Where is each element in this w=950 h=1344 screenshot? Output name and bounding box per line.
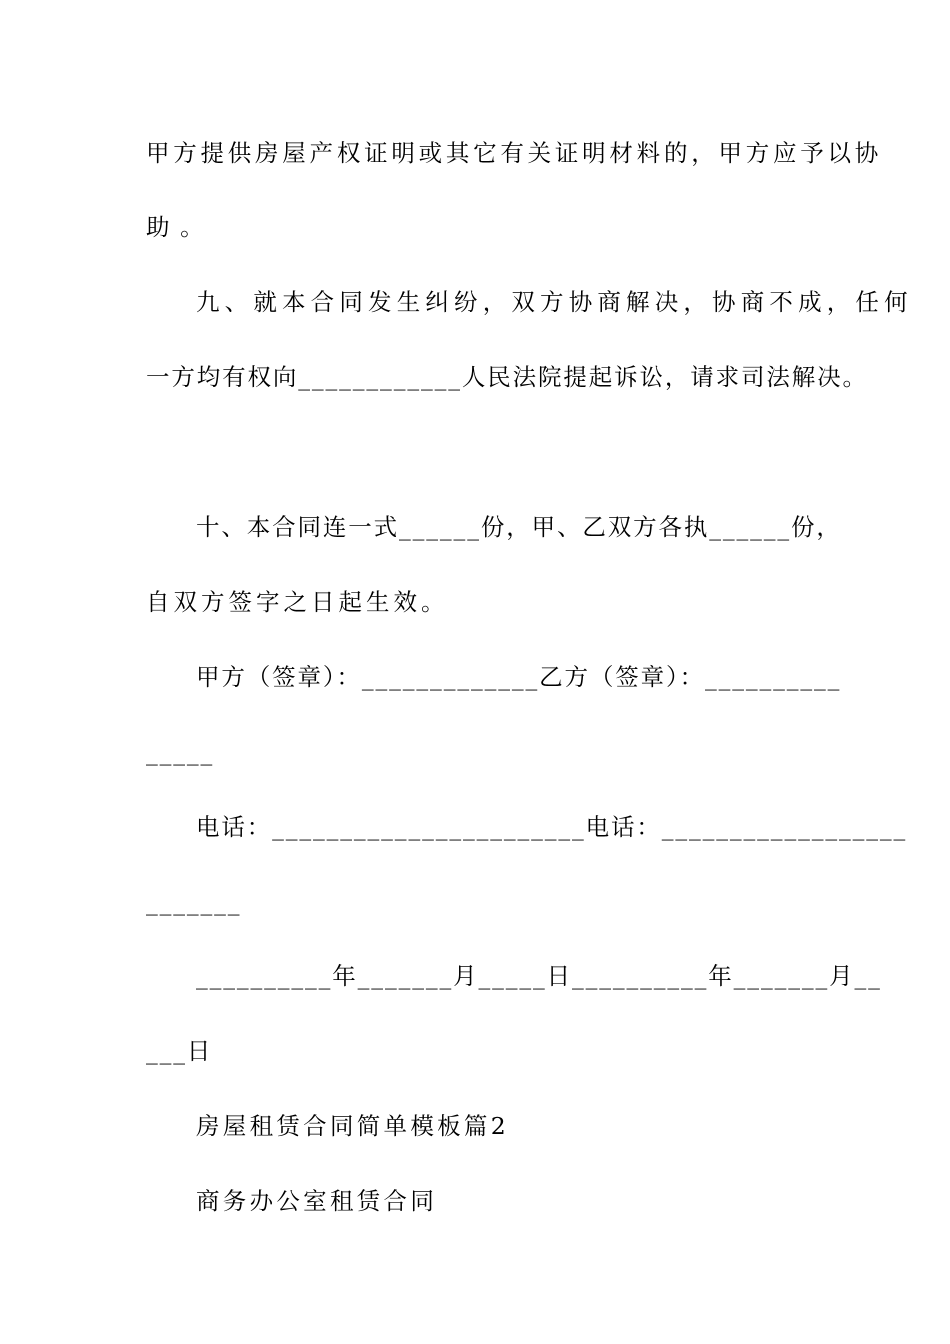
- clause-ten-line-1: 十、本合同连一式______份，甲、乙双方各执______份，: [196, 513, 842, 541]
- phone-line: 电话：_______________________电话：__________________: [196, 813, 908, 841]
- clause-ten-line-2: 自双方签字之日起生效。: [146, 588, 449, 616]
- phone-line-overflow: _______: [146, 888, 242, 916]
- clause-eight-end-line: 助。: [146, 213, 215, 241]
- clause-eight-continuation-line: 甲方提供房屋产权证明或其它有关证明材料的，甲方应予以协: [146, 139, 883, 167]
- section-title: 房屋租赁合同简单模板篇2: [196, 1112, 509, 1140]
- signature-line: 甲方（签章）：_____________乙方（签章）：__________: [196, 663, 842, 691]
- signature-line-overflow: _____: [146, 738, 215, 766]
- contract-title: 商务办公室租赁合同: [196, 1187, 438, 1215]
- clause-nine-line-1: 九、就本合同发生纠纷，双方协商解决，协商不成，任何: [196, 288, 913, 316]
- date-line-overflow: ___日: [146, 1037, 213, 1065]
- date-line: __________年_______月_____日__________年_______月__: [196, 962, 882, 990]
- clause-nine-line-2: 一方均有权向____________人民法院提起诉讼，请求司法解决。: [146, 363, 868, 391]
